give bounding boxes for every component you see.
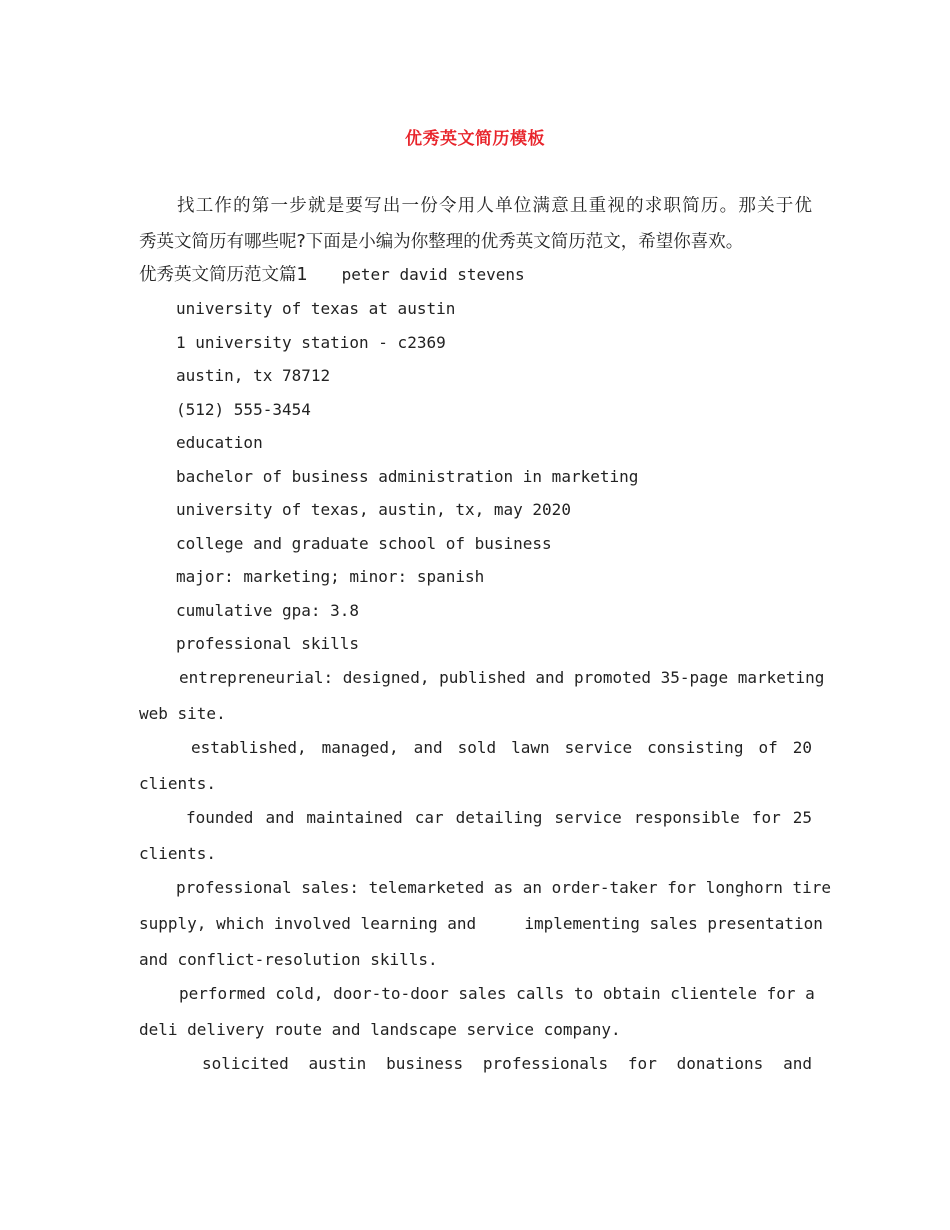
skill-line: clients. [139,774,217,793]
skill-line: professional sales: telemarketed as an order-taker for longhorn tire [176,878,832,897]
education-heading: education [176,433,263,452]
intro-line-1: 找工作的第一步就是要写出一份令用人单位满意且重视的求职简历。那关于优 [177,196,812,216]
address-line: austin, tx 78712 [176,366,331,385]
skill-line: entrepreneurial: designed, published and promoted 35-page marketing [179,668,825,687]
skill-line: deli delivery route and landscape service company. [139,1020,621,1039]
resume-name: peter david stevens [341,265,525,284]
skill-line: clients. [139,844,217,863]
skills-heading: professional skills [176,634,360,653]
skill-line: established, managed, and sold lawn service consisting of 20 [191,738,812,757]
skill-line: and conflict-resolution skills. [139,950,438,969]
sample-heading-line [139,264,812,286]
skill-line: solicited austin business professionals for donations and [202,1054,812,1073]
intro-line-2: 秀英文简历有哪些呢?下面是小编为你整理的优秀英文简历范文，希望你喜欢。 [139,232,744,252]
education-line: cumulative gpa: 3.8 [176,601,360,620]
education-line: bachelor of business administration in marketing [176,467,639,486]
education-line: college and graduate school of business [176,534,552,553]
address-line: (512) 555-3454 [176,400,311,419]
skill-line: web site. [139,704,226,723]
skill-line: performed cold, door-to-door sales calls to obtain clientele for a [179,984,815,1003]
skill-line: founded and maintained car detailing service responsible for 25 [186,808,812,827]
education-line: major: marketing; minor: spanish [176,567,485,586]
skill-line: supply, which involved learning and implementing sales presentation [139,914,823,933]
sample-heading: 优秀英文简历范文篇1 [139,265,308,285]
document-title: 优秀英文简历模板 [405,129,545,149]
address-line: 1 university station - c2369 [176,333,446,352]
address-line: university of texas at austin [176,299,456,318]
education-line: university of texas, austin, tx, may 2020 [176,500,571,519]
